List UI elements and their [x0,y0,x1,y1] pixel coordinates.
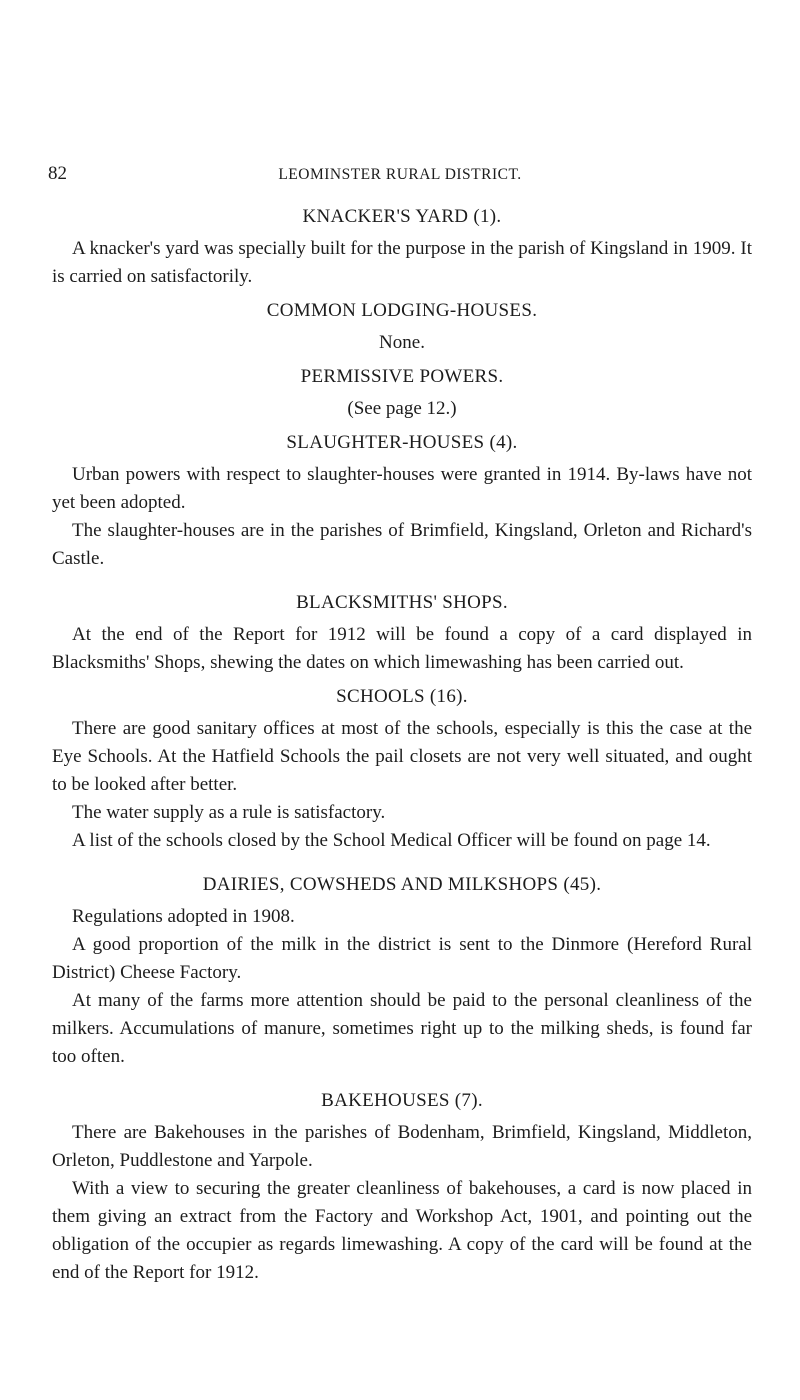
bakehouses-paragraph-1: There are Bakehouses in the parishes of Bodenham, Brimfield, Kingsland, Middleton, Orleton, Puddlestone and Yarpole. [52,1122,752,1171]
blacksmiths-shops-paragraph: At the end of the Report for 1912 will be found a copy of a card displayed in Blacksmiths' Shops, shewing the dates on which limewashing has been carried out. [52,624,752,673]
bakehouses-paragraph-2: With a view to securing the greater cleanliness of bakehouses, a card is now placed in them giving an extract from the Factory and Workshop Act, 1901, and pointing out the obligation of the occupier as regards limewashing. A copy of the card will be found at the end of the Report for 1912. [52,1178,752,1283]
schools-paragraph-1: There are good sanitary offices at most of the schools, especially is this the case at the Eye Schools. At the Hatfield Schools the pail closets are not very well situated, and ought to be looked after better. [52,718,752,795]
knackers-yard-paragraph: A knacker's yard was specially built for the purpose in the parish of Kingsland in 1909. It is carried on satisfactorily. [52,238,752,287]
schools-paragraph-2: The water supply as a rule is satisfactory. [72,802,386,823]
page-number: 82 [48,163,67,184]
heading-dairies-cowsheds-milkshops: DAIRIES, COWSHEDS AND MILKSHOPS (45). [202,874,602,895]
schools-paragraph-3: A list of the schools closed by the School Medical Officer will be found on page 14. [72,830,711,851]
heading-schools: SCHOOLS (16). [336,686,468,707]
slaughter-houses-paragraph-2: The slaughter-houses are in the parishes of Brimfield, Kingsland, Orleton and Richard's Castle. [52,520,752,569]
heading-permissive-powers: PERMISSIVE POWERS. [300,366,504,387]
dairies-paragraph-3: At many of the farms more attention should be paid to the personal cleanliness of the milkers. Accumulations of manure, sometimes right up to the milking sheds, is found far too often. [52,990,752,1067]
slaughter-houses-paragraph-1: Urban powers with respect to slaughter-houses were granted in 1914. By-laws have not yet been adopted. [52,464,752,513]
heading-bakehouses: BAKEHOUSES (7). [321,1090,483,1111]
page-body [52,197,752,1287]
lodging-houses-text: None. [379,332,425,353]
heading-slaughter-houses: SLAUGHTER-HOUSES (4). [286,432,518,453]
running-head: LEOMINSTER RURAL DISTRICT. [278,166,522,183]
heading-knackers-yard: KNACKER'S YARD (1). [302,206,502,227]
permissive-powers-text: (See page 12.) [347,398,457,419]
dairies-paragraph-1: Regulations adopted in 1908. [72,906,295,927]
dairies-paragraph-2: A good proportion of the milk in the district is sent to the Dinmore (Hereford Rural District) Cheese Factory. [52,934,752,983]
heading-common-lodging-houses: COMMON LODGING-HOUSES. [266,300,538,321]
heading-blacksmiths-shops: BLACKSMITHS' SHOPS. [296,592,508,613]
